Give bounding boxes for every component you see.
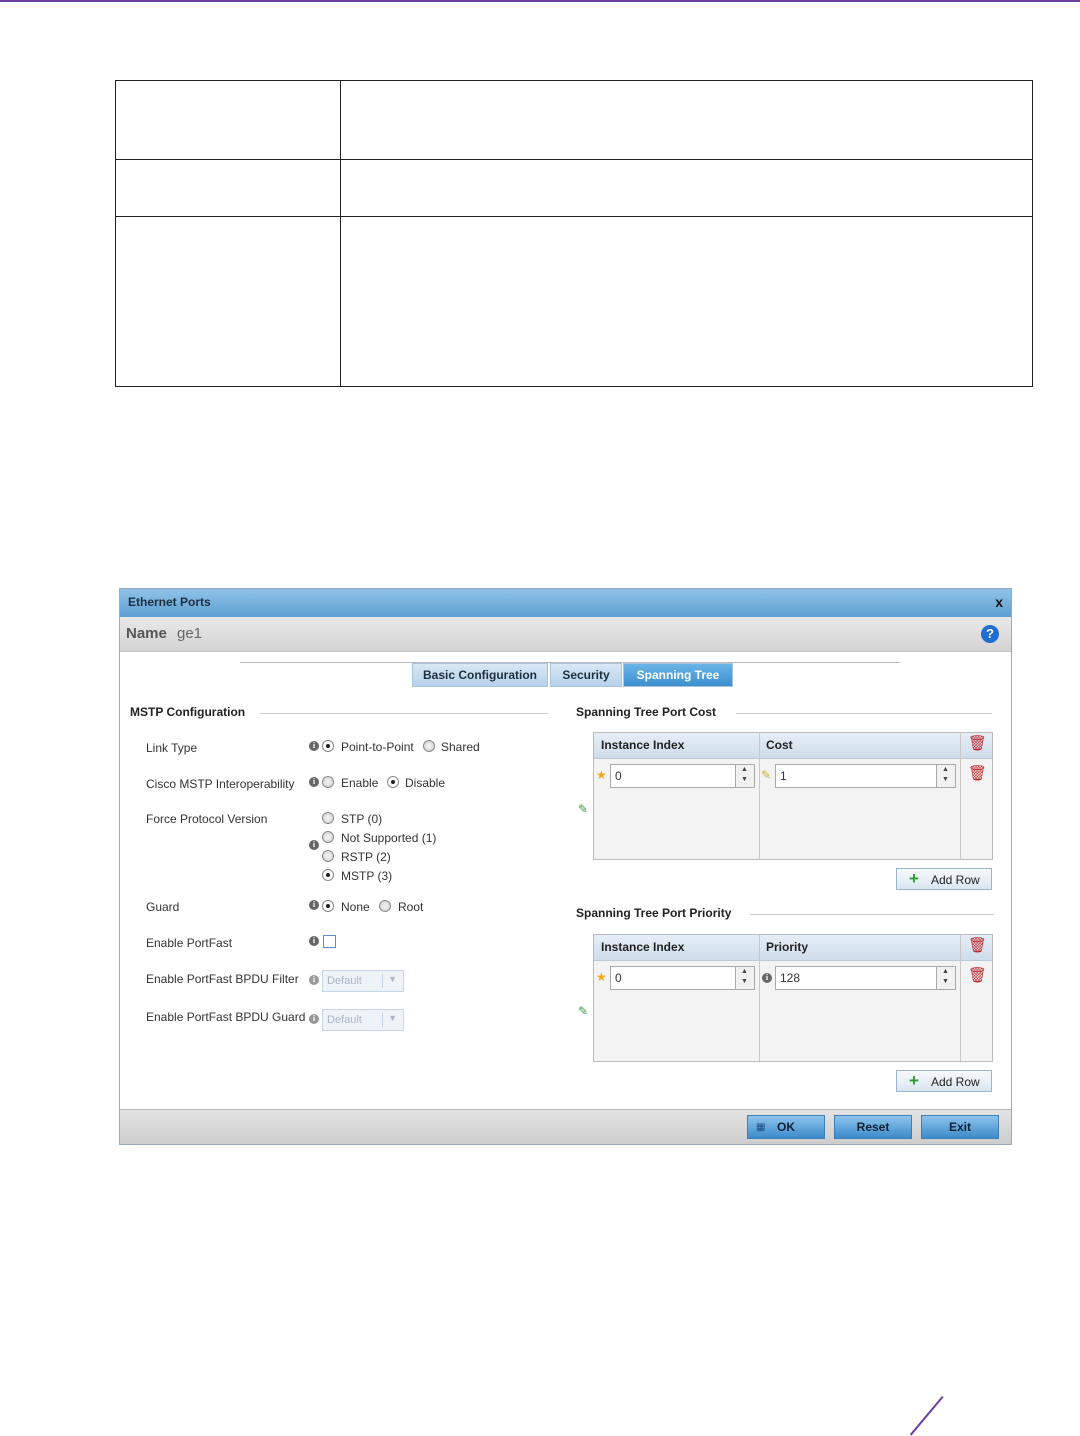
grid-header-cell: Instance Index	[601, 940, 685, 954]
plus-icon: +	[909, 1071, 919, 1090]
bpdu-guard-label: Enable PortFast BPDU Guard	[146, 1010, 306, 1024]
table-row	[116, 160, 1032, 217]
protocol-option-label: RSTP (2)	[341, 850, 391, 864]
select-divider	[382, 974, 383, 988]
cisco-disable-radio[interactable]	[387, 776, 399, 788]
info-icon[interactable]: i	[309, 1014, 319, 1024]
info-icon[interactable]: i	[309, 975, 319, 985]
stepper-buttons[interactable]	[936, 765, 955, 787]
info-icon[interactable]: i	[309, 840, 319, 850]
cost-value: 1	[780, 769, 787, 783]
protocol-not-supported-radio[interactable]	[322, 831, 334, 843]
priority-value: 128	[780, 971, 801, 985]
trash-icon[interactable]: 🗑	[968, 937, 988, 954]
cost-stepper[interactable]	[775, 764, 956, 788]
chevron-down-icon: ▼	[388, 1013, 397, 1023]
cisco-option-label: Enable	[341, 776, 379, 790]
stepper-buttons[interactable]	[735, 765, 754, 787]
trash-icon[interactable]: 🗑	[968, 735, 988, 752]
edit-pencil-icon: ✎	[578, 802, 589, 816]
link-type-point-to-point-radio[interactable]	[322, 740, 334, 752]
info-icon[interactable]: i	[309, 900, 319, 910]
add-row-button[interactable]	[896, 1070, 992, 1092]
protocol-mstp-radio[interactable]	[322, 869, 334, 881]
grid-column-divider	[759, 733, 760, 859]
name-value: ge1	[177, 625, 203, 642]
bpdu-filter-value: Default	[327, 975, 362, 987]
port-priority-grid	[593, 934, 993, 1062]
instance-index-value: 0	[615, 769, 622, 783]
table-row	[116, 217, 1032, 386]
edit-pencil-icon: ✎	[578, 1004, 589, 1018]
info-icon[interactable]: i	[309, 777, 319, 787]
bpdu-guard-value: Default	[327, 1014, 362, 1026]
protocol-stp-radio[interactable]	[322, 812, 334, 824]
guard-none-radio[interactable]	[322, 900, 334, 912]
add-row-label: Add Row	[931, 1075, 980, 1089]
instance-index-stepper[interactable]	[610, 966, 755, 990]
guard-label: Guard	[146, 900, 180, 914]
ok-label: OK	[777, 1120, 795, 1134]
ethernet-ports-dialog	[119, 588, 1012, 1145]
port-cost-section-title: Spanning Tree Port Cost	[576, 705, 717, 719]
trash-icon[interactable]: 🗑	[968, 765, 988, 782]
table-column-divider	[340, 81, 341, 386]
ok-button[interactable]	[747, 1115, 825, 1139]
stepper-buttons[interactable]	[936, 967, 955, 989]
portfast-checkbox[interactable]	[323, 935, 336, 948]
add-row-label: Add Row	[931, 873, 980, 887]
stepper-down-icon[interactable]: ▼	[942, 978, 949, 985]
grid-header	[594, 935, 992, 961]
bpdu-filter-label: Enable PortFast BPDU Filter	[146, 972, 299, 986]
link-type-shared-radio[interactable]	[423, 740, 435, 752]
link-type-option-label: Shared	[441, 740, 480, 754]
tab-security[interactable]: Security	[550, 663, 622, 687]
stepper-up-icon[interactable]: ▲	[942, 766, 949, 773]
grid-header-cell: Instance Index	[601, 738, 685, 752]
protocol-option-label: STP (0)	[341, 812, 383, 826]
guard-option-label: Root	[398, 900, 424, 914]
tab-spanning-tree[interactable]: Spanning Tree	[623, 663, 733, 687]
document-table	[115, 80, 1033, 387]
help-icon[interactable]: ?	[981, 625, 999, 643]
guard-option-label: None	[341, 900, 370, 914]
grid-column-divider	[960, 935, 961, 1061]
cisco-option-label: Disable	[405, 776, 446, 790]
info-icon[interactable]: i	[762, 973, 772, 983]
info-icon[interactable]: i	[309, 741, 319, 751]
plus-icon: +	[909, 869, 919, 888]
required-star-icon: ★	[596, 970, 607, 984]
stepper-buttons[interactable]	[735, 967, 754, 989]
portfast-label: Enable PortFast	[146, 936, 233, 950]
grid-column-divider	[960, 733, 961, 859]
stepper-up-icon[interactable]: ▲	[942, 968, 949, 975]
grid-header-cell: Cost	[766, 738, 793, 752]
exit-button[interactable]: Exit	[921, 1115, 999, 1139]
port-priority-section-title: Spanning Tree Port Priority	[576, 906, 732, 920]
stepper-up-icon[interactable]: ▲	[741, 968, 748, 975]
stepper-down-icon[interactable]: ▼	[741, 776, 748, 783]
grid-header-cell: Priority	[766, 940, 809, 954]
dialog-title: Ethernet Ports	[128, 595, 211, 609]
info-icon[interactable]: i	[309, 936, 319, 946]
grid-header	[594, 733, 992, 759]
instance-index-value: 0	[615, 971, 622, 985]
force-protocol-label: Force Protocol Version	[146, 812, 268, 826]
guard-root-radio[interactable]	[379, 900, 391, 912]
required-star-icon: ★	[596, 768, 607, 782]
stepper-down-icon[interactable]: ▼	[741, 978, 748, 985]
section-divider	[260, 713, 548, 714]
name-label: Name	[126, 625, 167, 642]
table-row	[116, 81, 1032, 160]
stepper-down-icon[interactable]: ▼	[942, 776, 949, 783]
save-icon: ▦	[756, 1122, 766, 1133]
priority-stepper[interactable]	[775, 966, 956, 990]
cisco-mstp-label: Cisco MSTP Interoperability	[146, 777, 295, 791]
trash-icon[interactable]: 🗑	[968, 967, 988, 984]
reset-button[interactable]: Reset	[834, 1115, 912, 1139]
page-top-rule	[0, 0, 1080, 2]
bpdu-guard-select[interactable]	[322, 1009, 404, 1031]
select-divider	[382, 1013, 383, 1027]
link-type-option-label: Point-to-Point	[341, 740, 414, 754]
cisco-enable-radio[interactable]	[322, 776, 334, 788]
section-divider	[736, 713, 992, 714]
tab-basic-configuration[interactable]: Basic Configuration	[412, 663, 548, 687]
mstp-section-title: MSTP Configuration	[130, 705, 246, 719]
edit-pencil-icon: ✎	[761, 768, 772, 782]
protocol-option-label: MSTP (3)	[341, 869, 393, 883]
name-bar	[120, 617, 1011, 652]
instance-index-stepper[interactable]	[610, 764, 755, 788]
protocol-option-label: Not Supported (1)	[341, 831, 437, 845]
port-cost-grid	[593, 732, 993, 860]
close-icon[interactable]: x	[995, 594, 1003, 610]
corner-accent-mark	[910, 1396, 944, 1436]
dialog-title-bar	[120, 589, 1011, 617]
bpdu-filter-select[interactable]	[322, 970, 404, 992]
grid-column-divider	[759, 935, 760, 1061]
add-row-button[interactable]	[896, 868, 992, 890]
chevron-down-icon: ▼	[388, 974, 397, 984]
protocol-rstp-radio[interactable]	[322, 850, 334, 862]
dialog-footer	[120, 1109, 1011, 1144]
link-type-label: Link Type	[146, 741, 198, 755]
section-divider	[750, 914, 994, 915]
stepper-up-icon[interactable]: ▲	[741, 766, 748, 773]
